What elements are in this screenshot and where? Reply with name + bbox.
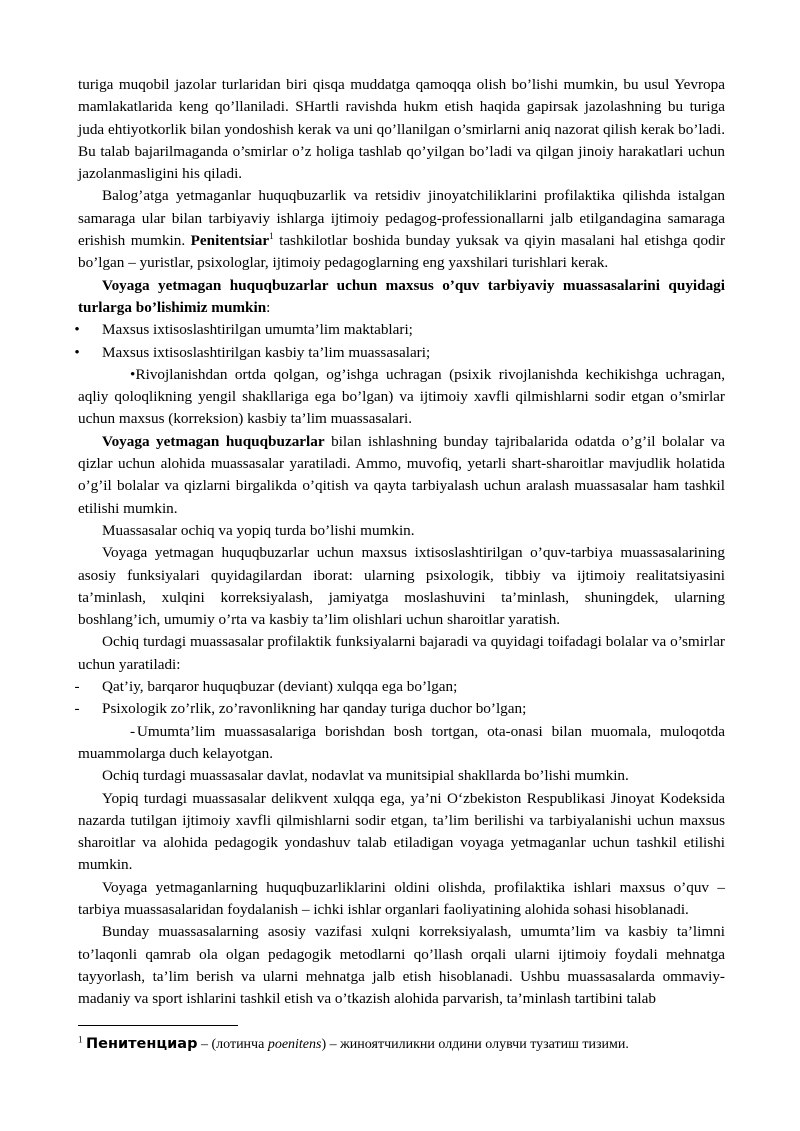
paragraph-4 xyxy=(78,431,725,520)
bullet-marker: • xyxy=(74,321,80,339)
paragraph-2-tail: tashkilotlar boshida bunday yuksak va qiyin masalani hal etishga qodir bo’lgan – yuristlar, psixologlar, ijtimoiy pedagoglarning eng yaxshilari turishlari kerak. xyxy=(78,232,725,272)
paragraph-6: Voyaga yetmagan huquqbuzarlar uchun maxsus ixtisoslashtirilgan o’quv-tarbiya muassasalarining asosiy funksiyalari quyidagilardan iborat: ularning psixologik, tibbiy va ijtimoiy realitatsiyasini ta’minlash, xulqini korreksiyalash, jamiyatga moslashuvini ta’minlash, shuningdek, ularning boshlang’ich, umumiy o’rta va kasbiy ta’lim olishlari uchun sharoitlar yaratish. xyxy=(78,544,725,629)
paragraph-9: Yopiq turdagi muassasalar delikvent xulqqa ega, ya’ni O‘zbekiston Respublikasi Jinoyat Kodeksida nazarda tutilgan ijtimoiy xavfli qilmishlarni sodir etgan, ta’lim berilishi va tarbiyalanishi uchun maxsus sharoitlar va alohida pedagogik yondashuv talab etiladigan voyaga yetmaganlar uchun tashkil etilishi mumkin. xyxy=(78,789,725,874)
list-item-text: Umumta’lim muassasalariga borishdan bosh tortgan, ota-onasi bilan muomala, muloqotda muammolarga duch kelayotgan. xyxy=(78,722,726,762)
paragraph-1: turiga muqobil jazolar turlaridan biri qisqa muddatga qamoqqa olish bo’lishi mumkin, bu usul Yevropa mamlakatlarida keng qo’llaniladi. SHartli ravishda hukm etish haqida gapirsak jazolashning bu turiga juda ehtiyotkorlik bilan yondoshish kerak va uni qo’llanilgan o’smirlarni aniq nazorat qilish kerak bo’ladi. Bu talab bajarilmaganda o’smirlar o’z holiga tashlab qo’yilgan bo’ladi va qilgan jinoiy harakatlari uchun jazolanmasligini his qiladi. xyxy=(78,76,725,183)
paragraph-3-colon: : xyxy=(266,298,271,316)
footnote-ref[interactable]: 1 xyxy=(269,231,274,242)
paragraph-2 xyxy=(78,185,725,274)
footnote-term: Пенитенциар xyxy=(86,1036,198,1052)
footnote-text: – (лотинча xyxy=(197,1037,268,1052)
paragraph-4-text: bilan ishlashning bunday tajribalarida odatda o’g’il bolalar va qizlar uchun alohida muassasalar yaratiladi. Ammo, muvofiq, yetarli shart-sharoitlar mavjudlik holatida o’g’il bolalar va qizlarni birgalikda o’qitish va qayta tarbiyalash uchun aralash muassasalar ham tashkil etilishi mumkin. xyxy=(78,432,725,517)
list-item-text: Psixologik zo’rlik, zo’ravonlikning har qanday turiga duchor bo’lgan; xyxy=(102,700,527,718)
paragraph-8: Ochiq turdagi muassasalar davlat, nodavlat va munitsipial shakllarda bo’lishi mumkin. xyxy=(102,767,629,785)
bullet-marker: • xyxy=(74,343,80,361)
dash-marker: - xyxy=(130,722,136,740)
penitentsiar-term: Penitentsiar xyxy=(190,232,270,250)
dash-marker: - xyxy=(74,678,80,696)
paragraph-5: Muassasalar ochiq va yopiq turda bo’lishi mumkin. xyxy=(102,521,415,539)
paragraph-3 xyxy=(78,275,725,320)
paragraph-3-heading: Voyaga yetmagan huquqbuzarlar uchun maxsus o’quv tarbiyaviy muassasalarini quyidagi turlarga bo’lishimiz mumkin xyxy=(78,276,725,316)
paragraph-11: Bunday muassasalarning asosiy vazifasi xulqni korreksiyalash, umumta’lim va kasbiy ta’limni to’laqonli qamrab ola olgan pedagogik metodlarni qo’llash orqali ularni ijtimoiy foydali mehnatga tayyorlash, ta’lim berish va ularni mehnatga jalb etish hisoblanadi. Ushbu muassasalarda ommaviy-madaniy va sport ishlarini tashkil etish va o’tkazish alohida parvarish, ta’minlash tartibini talab xyxy=(78,923,725,1008)
paragraph-10: Voyaga yetmaganlarning huquqbuzarliklarini oldini olishda, profilaktika ishlari maxsus o’quv – tarbiya muassasalaridan foydalanish – ichki ishlar organlari faoliyatining alohida sohasi hisoblanadi. xyxy=(78,878,725,918)
list-item-text: Maxsus ixtisoslashtirilgan kasbiy ta’lim muassasalari; xyxy=(102,343,431,361)
footnote-number: 1 xyxy=(78,1034,83,1045)
list-item xyxy=(78,364,725,431)
list-item xyxy=(74,676,725,698)
footnote-definition: ) – жиноятчиликни олдини олувчи тузатиш тизими. xyxy=(321,1037,629,1052)
list-item xyxy=(74,698,725,720)
footnote-latin-word: poenitens xyxy=(267,1037,322,1052)
bullet-marker: • xyxy=(130,365,136,383)
list-item-text: Qat’iy, barqaror huquqbuzar (deviant) xulqqa ega bo’lgan; xyxy=(102,678,458,696)
paragraph-7: Ochiq turdagi muassasalar profilaktik funksiyalarni bajaradi va quyidagi toifadagi bolalar va o’smirlar uchun yaratiladi: xyxy=(78,633,725,673)
list-item-text: Rivojlanishdan ortda qolgan, og’ishga uchragan (psixik rivojlanishda kechikishga uchragan, aqliy qoloqlikning yengil shakllariga ega bo’lgan) va ijtimoiy xavfli qilmishlarni sodir etgan o’smirlar uchun maxsus (korreksion) kasbiy ta’lim muassasalari. xyxy=(78,365,726,428)
paragraph-4-lead: Voyaga yetmagan huquqbuzarlar xyxy=(102,432,325,450)
document-body xyxy=(74,74,726,1010)
list-item xyxy=(74,319,725,341)
paragraph-2-text: Balog’atga yetmaganlar huquqbuzarlik va retsidiv jinoyatchiliklarini profilaktika qilishda istalgan samaraga ular bilan tarbiyaviy ishlarga ijtimoiy pedagog-professionallarni jalb etilgandagina samaraga erishish mumkin. xyxy=(78,187,725,250)
dash-marker: - xyxy=(74,700,80,718)
list-item xyxy=(74,342,725,364)
footnote-separator xyxy=(78,1025,238,1026)
list-item-text: Maxsus ixtisoslashtirilgan umumta’lim maktablari; xyxy=(102,321,413,339)
list-item xyxy=(78,721,725,766)
footnote xyxy=(78,1034,738,1055)
